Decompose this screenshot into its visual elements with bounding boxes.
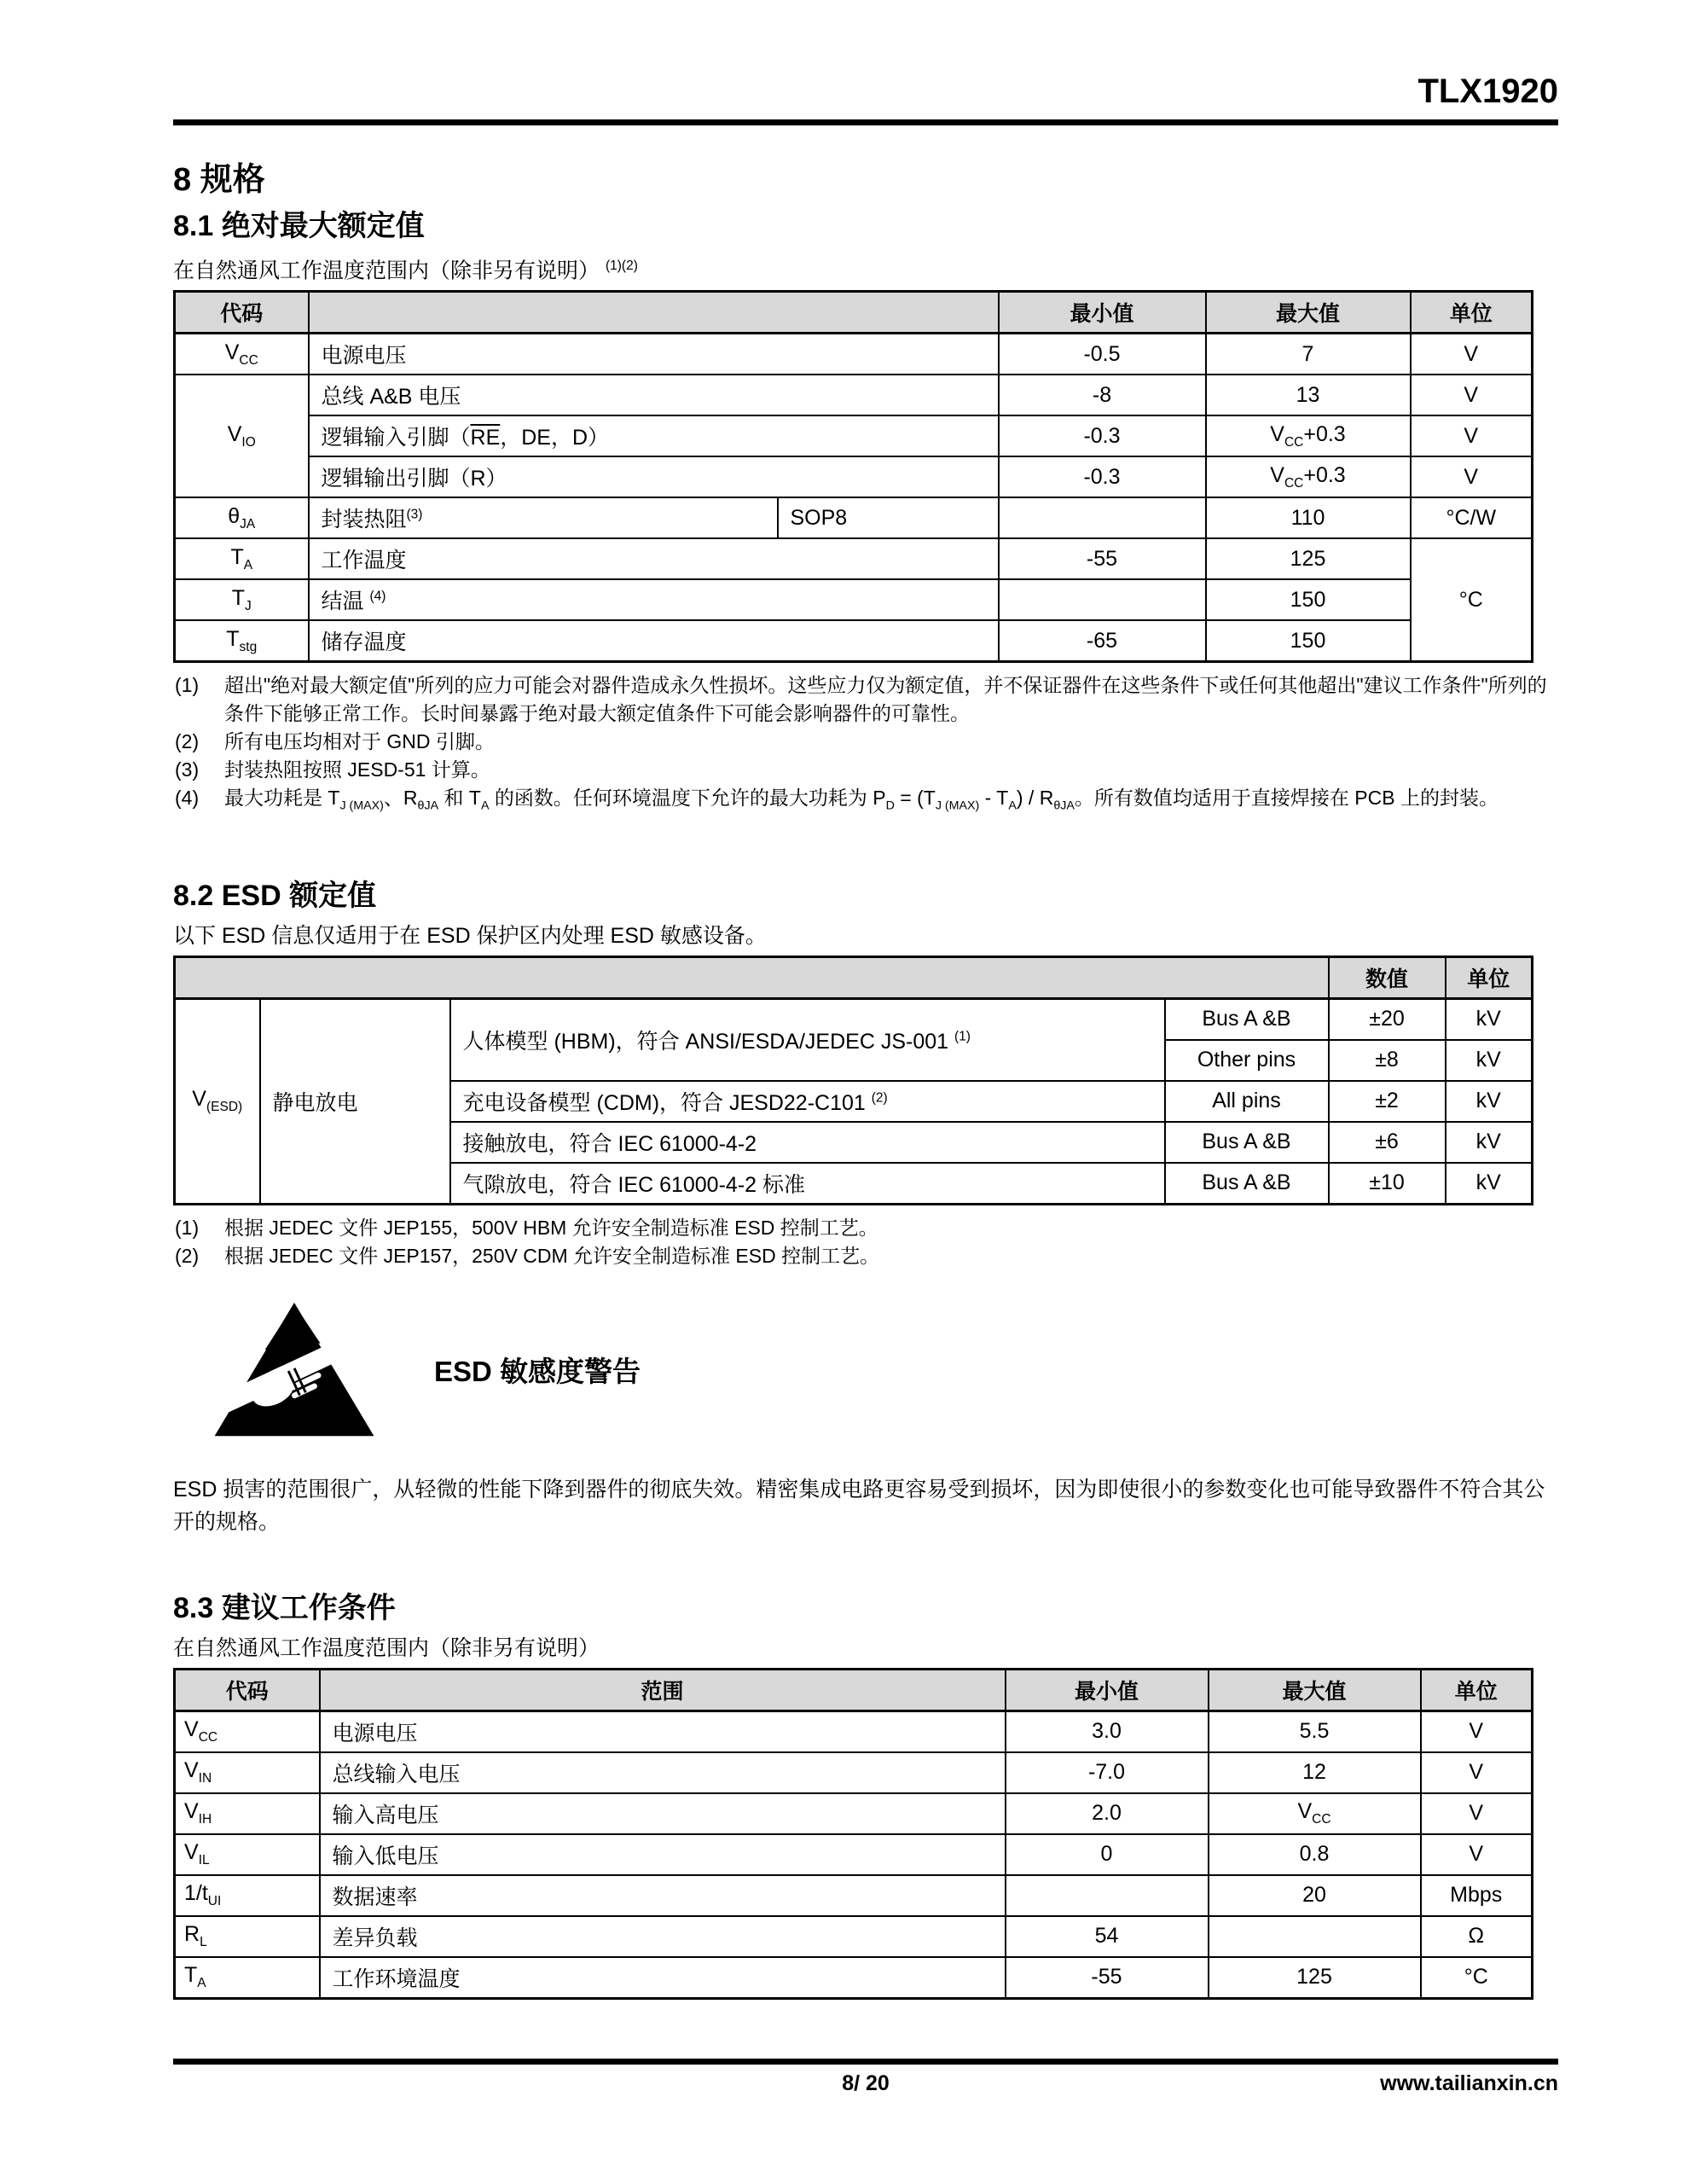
cell-code: $T_J$ bbox=[175, 579, 309, 620]
cell-min: 2.0 bbox=[1006, 1793, 1209, 1834]
cell-range: 输入高电压 bbox=[320, 1793, 1006, 1834]
cell-unit: V bbox=[1411, 375, 1533, 415]
esd-ratings-table bbox=[173, 956, 1533, 1205]
cell-min: -55 bbox=[1006, 1957, 1209, 1999]
cell-min: -0.3 bbox=[999, 415, 1206, 456]
header-rule bbox=[173, 119, 1558, 125]
cell-unit: kV bbox=[1446, 1040, 1533, 1081]
footer-rule bbox=[173, 2059, 1558, 2065]
cell-min bbox=[1006, 1875, 1209, 1916]
cell-min: 54 bbox=[1006, 1916, 1209, 1957]
footnote bbox=[173, 1242, 1558, 1270]
col-header-value: 数值 bbox=[1329, 956, 1446, 998]
cell-code: $V_{CC}$ bbox=[175, 1711, 320, 1752]
cell-desc: 总线 A&B 电压 bbox=[309, 375, 999, 415]
cell-unit: °C/W bbox=[1411, 497, 1533, 538]
row-vio-logic-out bbox=[175, 456, 1533, 497]
esd-condition: 以下 ESD 信息仅适用于在 ESD 保护区内处理 ESD 敏感设备。 bbox=[173, 923, 767, 948]
cell-max: 150 bbox=[1206, 579, 1411, 620]
cell-min bbox=[999, 579, 1206, 620]
cell-max: $V_{CC}+0.3$ bbox=[1206, 415, 1411, 456]
cell-min bbox=[999, 497, 1206, 538]
cell-unit: Mbps bbox=[1421, 1875, 1533, 1916]
footnote-text: 超出"绝对最大额定值"所列的应力可能会对器件造成永久性损坏。这些应力仅为额定值，并不保证器件在这些条件下或任何其他超出"建议工作条件"所列的条件下能够正常工作。长时间暴露于绝对最大额定值条件下可能会影响器件的可靠性。 bbox=[224, 674, 1547, 725]
cell-code: $V_{IL}$ bbox=[175, 1834, 320, 1875]
cell-max bbox=[1209, 1916, 1421, 1957]
cell-max: 125 bbox=[1209, 1957, 1421, 1999]
esd-header-row bbox=[175, 956, 1533, 998]
col-header-unit: 单位 bbox=[1411, 292, 1533, 334]
cell-desc: 电源电压 bbox=[309, 334, 999, 375]
cell-unit: V bbox=[1421, 1752, 1533, 1793]
esd-warning-paragraph: ESD 损害的范围很广，从轻微的性能下降到器件的彻底失效。精密集成电路更容易受到损坏，因为即使很小的参数变化也可能导致器件不符合其公开的规格。 bbox=[173, 1477, 1545, 1534]
abs-max-condition-text: 在自然通风工作温度范围内（除非另有说明） bbox=[173, 258, 600, 283]
cell-desc-hbm: 人体模型 (HBM)，符合 ANSI/ESDA/JEDEC JS-001 $^{(1)}$ bbox=[450, 998, 1165, 1081]
cell-unit: °C bbox=[1421, 1957, 1533, 1999]
cell-min: -0.5 bbox=[999, 334, 1206, 375]
doc-title: TLX1920 bbox=[1417, 73, 1558, 110]
footnote-text: 封装热阻按照 JESD-51 计算。 bbox=[224, 758, 490, 781]
col-header-min: 最小值 bbox=[999, 292, 1206, 334]
esd-warning-icon bbox=[211, 1301, 378, 1439]
col-header-unit: 单位 bbox=[1446, 956, 1533, 998]
section-title-8-3: 8.3 建议工作条件 bbox=[173, 1591, 396, 1624]
cell-value: ±10 bbox=[1329, 1163, 1446, 1205]
footnote bbox=[173, 1214, 1558, 1242]
row-hbm-bus bbox=[175, 998, 1533, 1040]
rec-op-header-row bbox=[175, 1669, 1533, 1711]
abs-max-condition bbox=[173, 253, 1558, 283]
cell-max: 7 bbox=[1206, 334, 1411, 375]
cell-code: $R_L$ bbox=[175, 1916, 320, 1957]
cell-desc: 结温 $^{(4)}$ bbox=[309, 579, 999, 620]
cell-unit: Ω bbox=[1421, 1916, 1533, 1957]
col-header-unit: 单位 bbox=[1421, 1669, 1533, 1711]
section-title-8: 8 规格 bbox=[173, 162, 265, 198]
recommended-conditions-table bbox=[173, 1668, 1533, 2000]
cell-max: 150 bbox=[1206, 620, 1411, 662]
cell-unit: kV bbox=[1446, 998, 1533, 1040]
cell-code: $\theta_{JA}$ bbox=[175, 497, 309, 538]
cell-unit: V bbox=[1421, 1793, 1533, 1834]
footer-page-number: 8/ 20 bbox=[842, 2071, 890, 2095]
cell-code-vesd: $V_{(ESD)}$ bbox=[175, 998, 260, 1204]
cell-desc: 工作温度 bbox=[309, 538, 999, 579]
cell-range: 总线输入电压 bbox=[320, 1752, 1006, 1793]
cell-range: 差异负载 bbox=[320, 1916, 1006, 1957]
abs-max-table bbox=[173, 290, 1533, 663]
cell-desc-airgap: 气隙放电，符合 IEC 61000-4-2 标准 bbox=[450, 1163, 1165, 1205]
cell-min: -0.3 bbox=[999, 456, 1206, 497]
footnote-number: (2) bbox=[175, 730, 200, 753]
footnote bbox=[173, 756, 1558, 784]
cell-range: 输入低电压 bbox=[320, 1834, 1006, 1875]
cell-pins: Bus A &B bbox=[1165, 998, 1329, 1040]
cell-pins: Bus A &B bbox=[1165, 1163, 1329, 1205]
row-ta bbox=[175, 1957, 1533, 1999]
page-footer bbox=[173, 2059, 1558, 2100]
cell-desc: 封装热阻$^{(3)}$ bbox=[309, 497, 778, 538]
row-tj bbox=[175, 579, 1533, 620]
cell-max: $V_{CC}+0.3$ bbox=[1206, 456, 1411, 497]
cell-min: -8 bbox=[999, 375, 1206, 415]
col-header-blank bbox=[175, 956, 1329, 998]
cell-unit: V bbox=[1411, 334, 1533, 375]
row-rl bbox=[175, 1916, 1533, 1957]
cell-min: -7.0 bbox=[1006, 1752, 1209, 1793]
footnote-text: 最大功耗是 $T_{J (MAX)}$、$R_{\theta JA}$ 和 $T_A$ 的函数。任何环境温度下允许的最大功耗为 $P_D = (T_{J (MAX)} - T_A) / R_{\theta JA}$。所有数值均适用于直接焊接在 PCB 上的封装。 bbox=[224, 787, 1499, 813]
cell-code: $T_A$ bbox=[175, 538, 309, 579]
cell-desc: 逻辑输入引脚（$\overline{RE}$，DE，D） bbox=[309, 415, 999, 456]
footnote-number: (1) bbox=[175, 1216, 200, 1239]
col-header-max: 最大值 bbox=[1209, 1669, 1421, 1711]
cell-code: $1/t_{UI}$ bbox=[175, 1875, 320, 1916]
col-header-range: 范围 bbox=[320, 1669, 1006, 1711]
row-vin bbox=[175, 1752, 1533, 1793]
footnote-number: (1) bbox=[175, 674, 200, 697]
cell-value: ±6 bbox=[1329, 1122, 1446, 1163]
cell-unit: kV bbox=[1446, 1163, 1533, 1205]
col-header-code: 代码 bbox=[175, 1669, 320, 1711]
cell-unit: V bbox=[1411, 456, 1533, 497]
footnote-number: (2) bbox=[175, 1244, 200, 1267]
cell-max: $V_{CC}$ bbox=[1209, 1793, 1421, 1834]
cell-code: $V_{IH}$ bbox=[175, 1793, 320, 1834]
cell-max: 110 bbox=[1206, 497, 1411, 538]
esd-footnotes bbox=[173, 1214, 1558, 1270]
cell-unit: kV bbox=[1446, 1122, 1533, 1163]
row-vih bbox=[175, 1793, 1533, 1834]
row-vcc bbox=[175, 1711, 1533, 1752]
cell-unit: kV bbox=[1446, 1081, 1533, 1122]
cell-unit: V bbox=[1411, 415, 1533, 456]
cell-value: ±20 bbox=[1329, 998, 1446, 1040]
row-theta-ja bbox=[175, 497, 1533, 538]
footnote-number: (4) bbox=[175, 787, 200, 810]
abs-max-condition-sup: (1)(2) bbox=[605, 258, 638, 273]
cell-value: ±8 bbox=[1329, 1040, 1446, 1081]
cell-max: 20 bbox=[1209, 1875, 1421, 1916]
cell-desc: 储存温度 bbox=[309, 620, 999, 662]
cell-unit: V bbox=[1421, 1834, 1533, 1875]
cell-code: $V_{CC}$ bbox=[175, 334, 309, 375]
row-vcc bbox=[175, 334, 1533, 375]
rec-op-condition: 在自然通风工作温度范围内（除非另有说明） bbox=[173, 1635, 600, 1660]
cell-code: $T_A$ bbox=[175, 1957, 320, 1999]
cell-desc: 逻辑输出引脚（R） bbox=[309, 456, 999, 497]
col-header-code: 代码 bbox=[175, 292, 309, 334]
cell-min: 0 bbox=[1006, 1834, 1209, 1875]
footnote bbox=[173, 784, 1558, 821]
col-header-desc bbox=[309, 292, 999, 334]
row-tstg bbox=[175, 620, 1533, 662]
cell-code: $V_{IN}$ bbox=[175, 1752, 320, 1793]
cell-pins: Bus A &B bbox=[1165, 1122, 1329, 1163]
footer-website: www.tailianxin.cn bbox=[1380, 2071, 1558, 2095]
esd-warning-banner bbox=[211, 1301, 1558, 1439]
cell-value: ±2 bbox=[1329, 1081, 1446, 1122]
cell-unit-temp: °C bbox=[1411, 538, 1533, 662]
cell-max: 0.8 bbox=[1209, 1834, 1421, 1875]
page-content bbox=[173, 0, 1558, 2000]
row-vil bbox=[175, 1834, 1533, 1875]
cell-range: 电源电压 bbox=[320, 1711, 1006, 1752]
section-title-8-2: 8.2 ESD 额定值 bbox=[173, 879, 377, 912]
cell-pins: All pins bbox=[1165, 1081, 1329, 1122]
cell-esd-name: 静电放电 bbox=[260, 998, 450, 1204]
cell-code: $T_{stg}$ bbox=[175, 620, 309, 662]
footnote-text: 根据 JEDEC 文件 JEP155，500V HBM 允许安全制造标准 ESD 控制工艺。 bbox=[224, 1216, 878, 1239]
row-vio-logic-in bbox=[175, 415, 1533, 456]
abs-max-footnotes bbox=[173, 671, 1558, 821]
col-header-min: 最小值 bbox=[1006, 1669, 1209, 1711]
cell-range: 工作环境温度 bbox=[320, 1957, 1006, 1999]
cell-max: 12 bbox=[1209, 1752, 1421, 1793]
col-header-max: 最大值 bbox=[1206, 292, 1411, 334]
cell-max: 13 bbox=[1206, 375, 1411, 415]
cell-max: 5.5 bbox=[1209, 1711, 1421, 1752]
footnote bbox=[173, 671, 1558, 728]
row-data-rate bbox=[175, 1875, 1533, 1916]
footnote-number: (3) bbox=[175, 758, 200, 781]
cell-unit: V bbox=[1421, 1711, 1533, 1752]
abs-max-header-row bbox=[175, 292, 1533, 334]
cell-min: -55 bbox=[999, 538, 1206, 579]
footnote-text: 所有电压均相对于 GND 引脚。 bbox=[224, 730, 495, 753]
cell-range: 数据速率 bbox=[320, 1875, 1006, 1916]
section-title-8-1: 8.1 绝对最大额定值 bbox=[173, 210, 425, 242]
footer-row bbox=[173, 2071, 1558, 2100]
row-ta bbox=[175, 538, 1533, 579]
footnote bbox=[173, 728, 1558, 756]
row-vio-bus bbox=[175, 375, 1533, 415]
cell-desc-contact: 接触放电，符合 IEC 61000-4-2 bbox=[450, 1122, 1165, 1163]
cell-package: SOP8 bbox=[778, 497, 999, 538]
cell-min: 3.0 bbox=[1006, 1711, 1209, 1752]
cell-desc-cdm: 充电设备模型 (CDM)，符合 JESD22-C101 $^{(2)}$ bbox=[450, 1081, 1165, 1122]
cell-pins: Other pins bbox=[1165, 1040, 1329, 1081]
cell-min: -65 bbox=[999, 620, 1206, 662]
footnote-text: 根据 JEDEC 文件 JEP157，250V CDM 允许安全制造标准 ESD 控制工艺。 bbox=[224, 1244, 880, 1267]
cell-max: 125 bbox=[1206, 538, 1411, 579]
esd-warning-title: ESD 敏感度警告 bbox=[434, 1356, 641, 1388]
cell-code-vio: $V_{IO}$ bbox=[175, 375, 309, 497]
